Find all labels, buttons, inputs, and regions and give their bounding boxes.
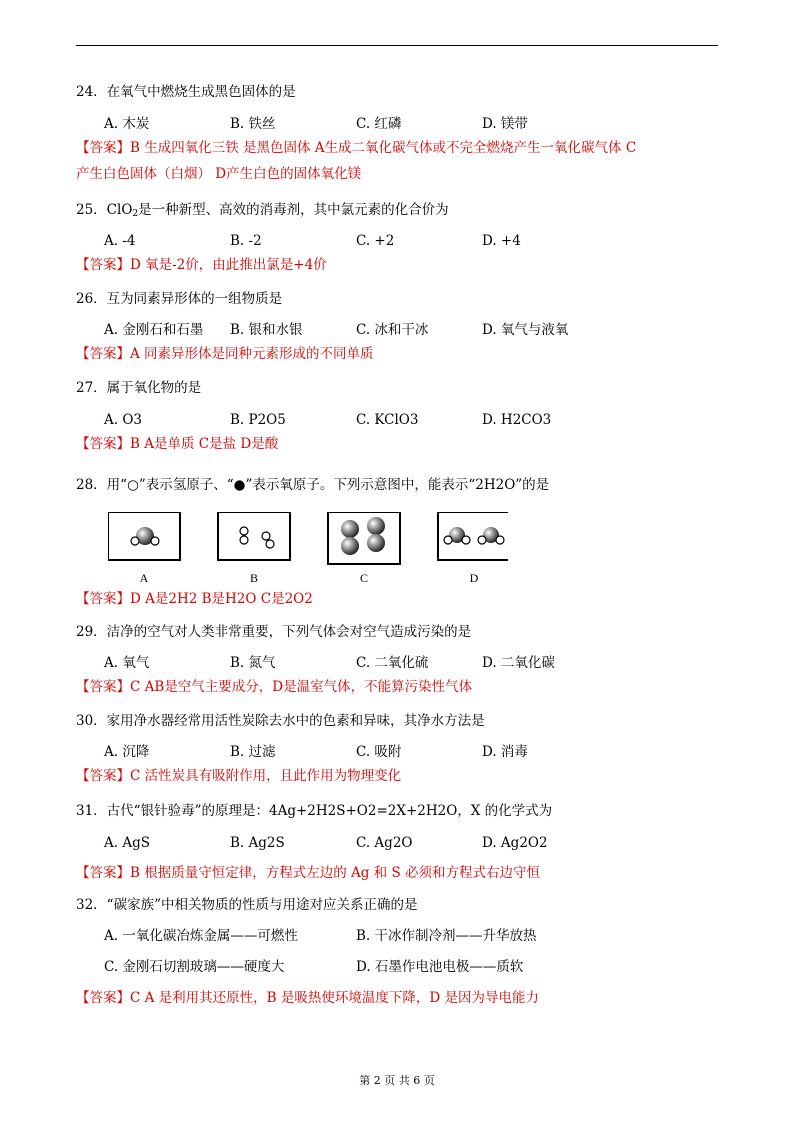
q24-option-d: D. 镁带 <box>482 116 528 132</box>
q25-stem: 25．ClO$_2$是一种新型、高效的消毒剂，其中氯元素的化合价为 <box>76 202 449 219</box>
hydrogen-atom-icon <box>151 537 159 545</box>
q25-answer: 【答案】D 氧是-2价，由此推出氯是+4价 <box>76 257 327 273</box>
diagram-box-b <box>218 512 290 560</box>
q30-stem: 30．家用净水器经常用活性炭除去水中的色素和异味，其净水方法是 <box>76 713 485 729</box>
q27-option-d: D. H2CO3 <box>482 412 552 428</box>
q28-answer: 【答案】D A是2H2 B是H2O C是2O2 <box>76 591 313 607</box>
diagram-box-c <box>328 512 400 564</box>
q27-answer: 【答案】B A是单质 C是盐 D是酸 <box>76 436 279 452</box>
q30-option-c: C. 吸附 <box>356 744 402 760</box>
q24-option-c: C. 红磷 <box>356 116 402 132</box>
oxygen-atom-icon <box>367 534 385 552</box>
hydrogen-atom-icon <box>131 537 139 545</box>
diagram-label-b: B <box>249 571 259 585</box>
diagram-label-c: C <box>359 571 369 585</box>
q32-option-d: D. 石墨作电池电极——质软 <box>356 959 524 975</box>
q32-stem: 32．“碳家族”中相关物质的性质与用途对应关系正确的是 <box>76 897 418 913</box>
hydrogen-atom-icon <box>496 536 504 544</box>
q27-option-c: C. KClO3 <box>356 412 419 428</box>
q29-stem: 29．洁净的空气对人类非常重要，下列气体会对空气造成污染的是 <box>76 624 472 640</box>
q29-option-d: D. 二氧化碳 <box>482 655 555 671</box>
q30-option-a: A. 沉降 <box>104 744 150 760</box>
molecule-diagram <box>108 512 508 588</box>
q30-answer: 【答案】C 活性炭具有吸附作用，且此作用为物理变化 <box>76 768 402 784</box>
q25-option-b: B. -2 <box>230 233 262 249</box>
q32-option-a: A. 一氧化碳冶炼金属——可燃性 <box>104 928 298 944</box>
q26-option-c: C. 冰和干冰 <box>356 322 429 338</box>
q26-option-d: D. 氧气与液氧 <box>482 322 569 338</box>
diagram-label-d: D <box>469 571 479 585</box>
q26-option-a: A. 金刚石和石墨 <box>104 322 204 338</box>
q24-option-a: A. 木炭 <box>104 116 150 132</box>
q32-answer: 【答案】C A 是利用其还原性，B 是吸热使环境温度下降，D 是因为导电能力 <box>76 990 539 1006</box>
oxygen-atom-icon <box>367 517 385 535</box>
header-rule <box>76 45 718 46</box>
q29-answer: 【答案】C AB是空气主要成分，D是温室气体，不能算污染性气体 <box>76 679 473 695</box>
q30-option-b: B. 过滤 <box>230 744 276 760</box>
q29-option-c: C. 二氧化硫 <box>356 655 429 671</box>
q31-stem: 31．古代“银针验毒”的原理是：4Ag+2H2S+O2=2X+2H2O，X 的化学式为 <box>76 803 553 819</box>
hydrogen-atom-icon <box>444 536 452 544</box>
q32-option-b: B. 干冰作制冷剂——升华放热 <box>356 928 537 944</box>
q26-option-b: B. 银和水银 <box>230 322 303 338</box>
q27-stem: 27．属于氧化物的是 <box>76 380 202 396</box>
page-footer: 第 2 页 共 6 页 <box>359 1074 435 1087</box>
oxygen-atom-icon <box>341 537 359 555</box>
q26-answer: 【答案】A 同素异形体是同种元素形成的不同单质 <box>76 346 374 362</box>
q25-option-d: D. +4 <box>482 233 521 249</box>
q24-answer-line2: 产生白色固体（白烟） D产生白色的固体氧化镁 <box>76 166 362 182</box>
q29-option-b: B. 氮气 <box>230 655 276 671</box>
hydrogen-atom-icon <box>462 536 470 544</box>
q27-option-a: A. O3 <box>104 412 142 428</box>
hydrogen-atom-icon <box>240 527 248 535</box>
q24-option-b: B. 铁丝 <box>230 116 276 132</box>
q29-option-a: A. 氧气 <box>104 655 150 671</box>
q31-option-a: A. AgS <box>104 835 150 851</box>
q28-stem: 28．用“○”表示氢原子、“●”表示氧原子。下列示意图中，能表示“2H2O”的是 <box>76 477 550 493</box>
q32-option-c: C. 金刚石切割玻璃——硬度大 <box>104 959 285 975</box>
hydrogen-atom-icon <box>478 536 486 544</box>
q30-option-d: D. 消毒 <box>482 744 528 760</box>
hydrogen-atom-icon <box>266 540 274 548</box>
q25-option-c: C. +2 <box>356 233 395 249</box>
hydrogen-atom-icon <box>240 536 248 544</box>
q26-stem: 26．互为同素异形体的一组物质是 <box>76 291 283 307</box>
hydrogen-atom-icon <box>262 532 270 540</box>
q24-stem: 24．在氧气中燃烧生成黑色固体的是 <box>76 84 296 100</box>
oxygen-atom-icon <box>341 520 359 538</box>
q31-option-d: D. Ag2O2 <box>482 835 548 851</box>
q31-option-c: C. Ag2O <box>356 835 413 851</box>
q31-option-b: B. Ag2S <box>230 835 285 851</box>
diagram-label-a: A <box>139 571 149 585</box>
q31-answer: 【答案】B 根据质量守恒定律，方程式左边的 Ag 和 S 必须和方程式右边守恒 <box>76 865 541 881</box>
q27-option-b: B. P2O5 <box>230 412 286 428</box>
q24-answer-line1: 【答案】B 生成四氧化三铁 是黑色固体 A生成二氧化碳气体或不完全燃烧产生一氧化碳气体 C <box>76 140 637 156</box>
q25-option-a: A. -4 <box>104 233 136 249</box>
